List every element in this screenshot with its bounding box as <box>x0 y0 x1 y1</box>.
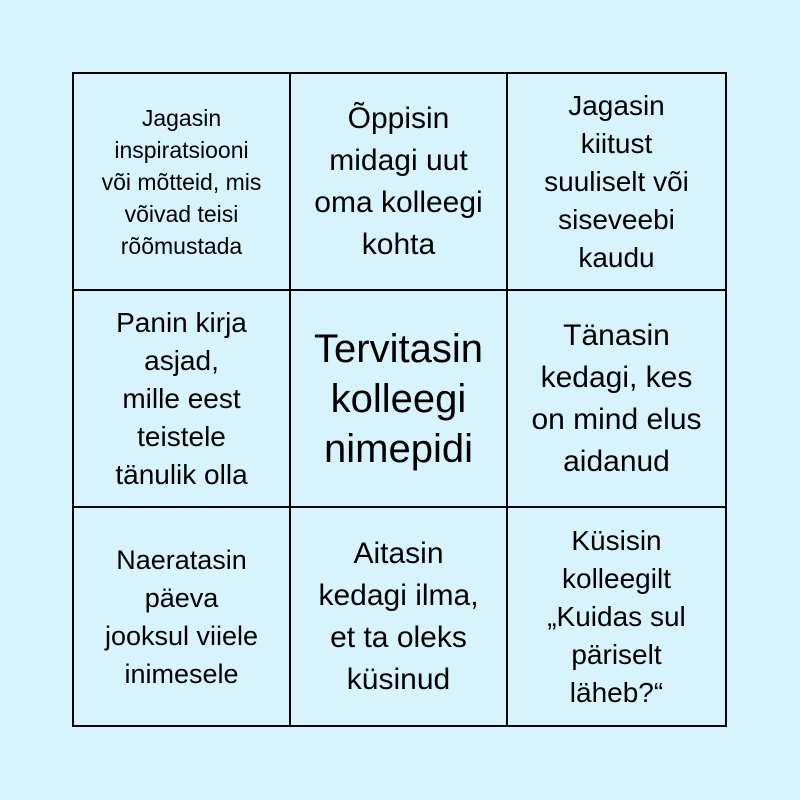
bingo-cell-text: Tänasin kedagi, kes on mind elus aidanud <box>531 318 702 478</box>
bingo-board <box>72 72 727 727</box>
bingo-cell-r2c1[interactable] <box>74 291 291 508</box>
bingo-cell-r3c2[interactable] <box>291 508 508 725</box>
bingo-cell-r1c1[interactable] <box>74 74 291 291</box>
bingo-cell-text: Küsisin kolleegilt „Kuidas sul päriselt läheb?“ <box>547 524 686 708</box>
bingo-cell-text: Panin kirja asjad, mille eest teistele tänulik olla <box>115 306 248 490</box>
bingo-cell-r2c3[interactable] <box>508 291 725 508</box>
bingo-cell-r1c3[interactable] <box>508 74 725 291</box>
bingo-cell-text: Õppisin midagi uut oma kolleegi kohta <box>314 101 483 261</box>
bingo-cell-r3c3[interactable] <box>508 508 725 725</box>
bingo-cell-text: Aitasin kedagi ilma, et ta oleks küsinud <box>318 536 479 696</box>
bingo-cell-text: Naeratasin päeva jooksul viiele inimesele <box>104 544 259 689</box>
bingo-cell-r3c1[interactable] <box>74 508 291 725</box>
bingo-cell-text: Jagasin kiitust suuliselt või siseveebi kaudu <box>544 89 689 273</box>
bingo-cell-r1c2[interactable] <box>291 74 508 291</box>
bingo-cell-text: Jagasin inspiratsiooni või mõtteid, mis võivad teisi rõõmustada <box>101 104 262 259</box>
bingo-cell-center[interactable] <box>291 291 508 508</box>
bingo-cell-text: Tervitasin kolleegi nimepidi <box>314 326 483 471</box>
